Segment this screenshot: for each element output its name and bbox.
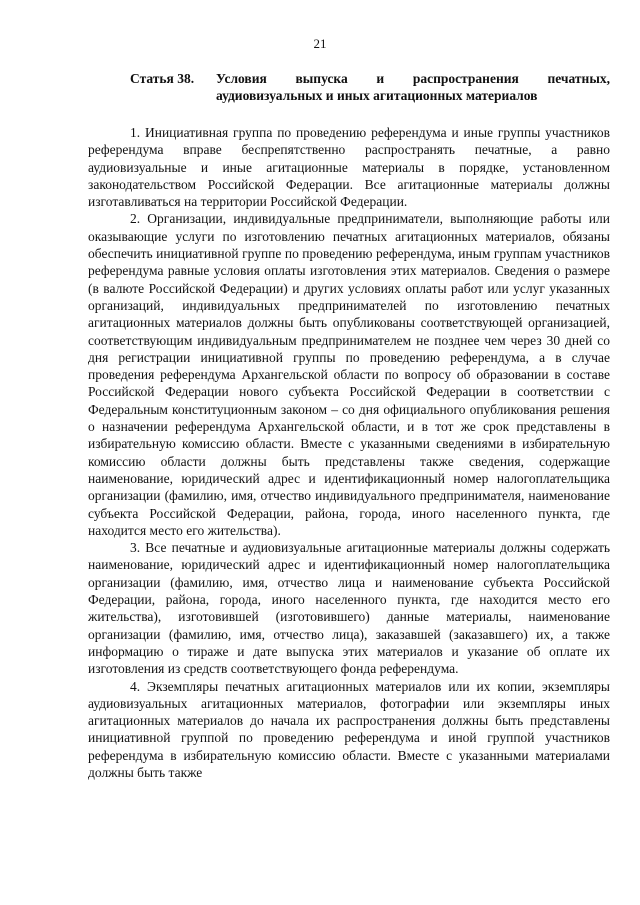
article-title: Условия выпуска и распространения печатных, аудиовизуальных и иных агитационных материалов xyxy=(216,71,610,103)
paragraph-3: 3. Все печатные и аудиовизуальные агитационные материалы должны содержать наименование, юридический адрес и идентификационный номер налогоплательщика организации (фамилию, имя, отчество лица и наименование субъекта Российской Федерации, района, города, иного населенного пункта, где находится место его жительства), изготовившей (изготовившего) данные материалы, наименование организации (фамилию, имя, отчество лица), заказавшей (заказавшего) их, а также информацию о тираже и дате выпуска этих материалов и указание об оплате их изготовления из средств соответствующего фонда референдума. xyxy=(88,540,610,677)
page-number: 21 xyxy=(313,36,327,51)
article-heading xyxy=(130,70,610,104)
paragraph-1: 1. Инициативная группа по проведению референдума и иные группы участников референдума вправе беспрепятственно распространять печатные, а равно аудиовизуальные и иные агитационные материалы в порядке, установленном законодательством Российской Федерации. Все агитационные материалы должны изготавливаться на территории Российской Федерации. xyxy=(88,125,610,210)
article-number: Статья 38. xyxy=(130,71,195,86)
paragraph-4: 4. Экземпляры печатных агитационных материалов или их копии, экземпляры аудиовизуальных агитационных материалов, фотографии или экземпляры иных агитационных материалов до начала их распространения должны быть представлены инициативной группой по проведению референдума и иной группой участников референдума в избирательную комиссию области. Вместе с указанными материалами должны быть также xyxy=(88,678,610,780)
paragraph-2: 2. Организации, индивидуальные предприниматели, выполняющие работы или оказывающие услуги по изготовлению печатных агитационных материалов, обязаны обеспечить инициативной группе по проведению референдума, иным группам участников референдума равные условия оплаты изготовления этих материалов. Сведения о размере (в валюте Российской Федерации) и других условиях оплаты работ или услуг указанных организаций, индивидуальных предпринимателей по изготовлению печатных агитационных материалов должны быть опубликованы соответствующей организацией, соответствующим индивидуальным предпринимателем не позднее чем через 30 дней со дня регистрации инициативной группы по проведению референдума, а в случае проведения референдума Архангельской области по вопросу об образовании в составе Российской Федерации нового субъекта Российской Федерации в соответствии с Федеральным конституционным законом – со дня официального опубликования решения о назначении референдума Архангельской области, и в тот же срок представлены в избирательную комиссию области. Вместе с указанными сведениями в избирательную комиссию области должны быть представлены также сведения, содержащие наименование, юридический адрес и идентификационный номер налогоплательщика организации (фамилию, имя, отчество индивидуального предпринимателя, наименование субъекта Российской Федерации, района, города, иного населенного пункта, где находится место его жительства). xyxy=(88,211,610,538)
article-body xyxy=(88,124,610,781)
